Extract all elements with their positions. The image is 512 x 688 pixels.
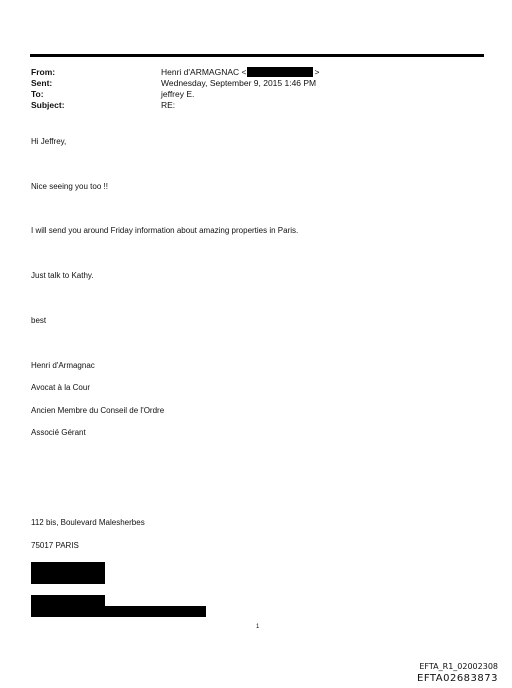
- greeting: Hi Jeffrey,: [31, 137, 67, 146]
- redaction-bar: [31, 573, 105, 584]
- sent-value: Wednesday, September 9, 2015 1:46 PM: [161, 78, 317, 88]
- signature-title-3: Associé Gérant: [31, 428, 86, 437]
- signature-title-2: Ancien Membre du Conseil de l'Ordre: [31, 406, 165, 415]
- subject-value: RE:: [161, 100, 176, 110]
- closing: best: [31, 316, 47, 325]
- address-line-1: 112 bis, Boulevard Malesherbes: [31, 518, 145, 527]
- redaction-bar: [247, 67, 313, 77]
- redaction-bar: [31, 606, 206, 617]
- address-line-2: 75017 PARIS: [31, 541, 79, 550]
- signature-name: Henri d'Armagnac: [31, 361, 95, 370]
- signature-title-1: Avocat à la Cour: [31, 383, 90, 392]
- header-divider: [30, 54, 484, 57]
- from-label: From:: [31, 67, 56, 77]
- bates-number-1: EFTA_R1_02002308: [419, 662, 498, 671]
- body-line-3: Just talk to Kathy.: [31, 271, 94, 280]
- body-line-1: Nice seeing you too !!: [31, 182, 108, 191]
- body-line-2: I will send you around Friday information about amazing properties in Paris.: [31, 226, 299, 235]
- subject-label: Subject:: [31, 100, 65, 110]
- bates-number-2: EFTA02683873: [417, 673, 498, 684]
- from-end: >: [314, 67, 320, 77]
- page-number: 1: [256, 624, 260, 630]
- sent-label: Sent:: [31, 78, 53, 88]
- to-label: To:: [31, 89, 44, 99]
- from-name: Henri d'ARMAGNAC <: [161, 67, 247, 77]
- to-value: jeffrey E.: [161, 89, 195, 99]
- from-value: [161, 67, 319, 78]
